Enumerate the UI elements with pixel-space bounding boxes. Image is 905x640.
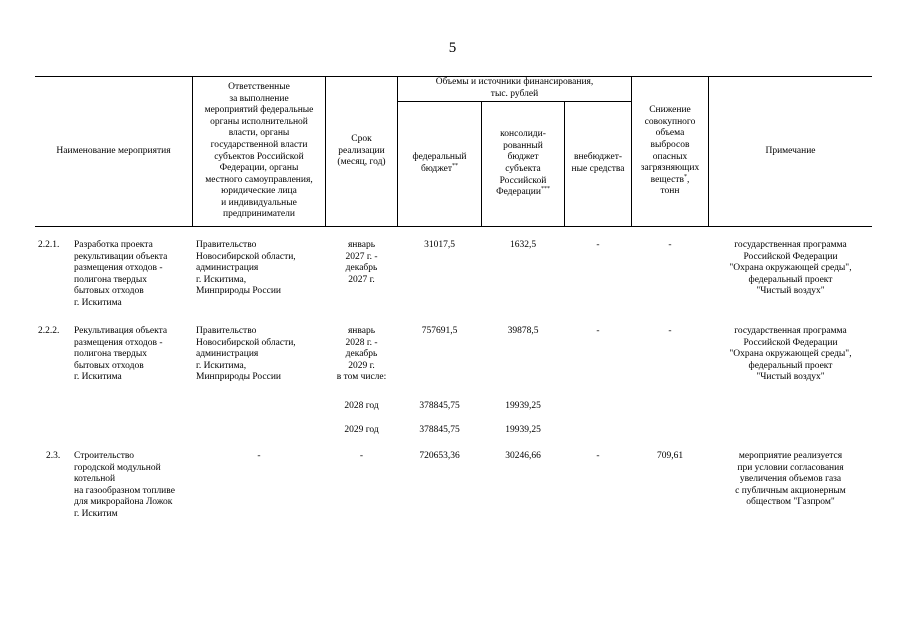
row-extrabudget: - (596, 451, 600, 461)
header-name: Наименование мероприятия (56, 145, 171, 156)
subrow-regional: 19939,25 (505, 401, 541, 411)
row-regional: 30246,66 (505, 451, 541, 461)
row-note: мероприятие реализуется при условии согласования увеличения объемов газа с публичным акционерным обществом "Газпром" (735, 451, 846, 508)
header-reduction (632, 77, 708, 226)
row-regional: 39878,5 (507, 326, 539, 336)
subrow-federal: 378845,75 (419, 425, 460, 435)
row-number: 2.3. (46, 451, 61, 461)
row-regional: 1632,5 (509, 240, 537, 250)
row-name: Разработка проекта рекультивации объекта размещения отходов - полигона твердых бытовых отходов г. Искитима (74, 240, 168, 308)
row-reduction: - (668, 240, 672, 250)
header-note: Примечание (765, 145, 816, 156)
row-term: январь 2028 г. - декабрь 2029 г. в том числе: (336, 326, 387, 383)
row-responsible: Правительство Новосибирской области, администрация г. Искитима, Минприроды России (196, 240, 296, 297)
row-note: государственная программа Российской Федерации "Охрана окружающей среды", федеральный проект "Чистый воздух" (729, 326, 852, 383)
row-name: Рекультивация объекта размещения отходов - полигона твердых бытовых отходов г. Искитима (74, 326, 168, 383)
row-federal: 757691,5 (421, 326, 458, 336)
row-extrabudget: - (596, 240, 600, 250)
header-federal (398, 102, 481, 226)
header-reduction-label: Снижение совокупного объема выбросов опасных загрязняющих веществ (640, 105, 700, 185)
row-reduction: 709,61 (656, 451, 684, 461)
header-reduction-unit: , тонн (660, 174, 690, 197)
row-responsible: Правительство Новосибирской области, администрация г. Искитима, Минприроды России (196, 326, 296, 383)
row-reduction: - (668, 326, 672, 336)
row-federal: 31017,5 (424, 240, 455, 250)
header-term: Срок реализации (месяц, год) (337, 134, 386, 168)
header-regional-footnote-mark: *** (540, 186, 550, 193)
row-number: 2.2.2. (38, 326, 60, 336)
subrow-year: 2029 год (344, 425, 379, 435)
row-note: государственная программа Российской Федерации "Охрана окружающей среды", федеральный проект "Чистый воздух" (729, 240, 852, 297)
row-number: 2.2.1. (38, 240, 60, 250)
header-extrabudget: внебюджет- ные средства (571, 152, 625, 174)
subrow-year: 2028 год (344, 401, 379, 411)
page-number: 5 (448, 40, 457, 56)
row-term: январь 2027 г. - декабрь 2027 г. (345, 240, 378, 285)
row-responsible: - (257, 451, 261, 461)
header-funding-group: Объемы и источники финансирования, тыс. рублей (435, 77, 594, 99)
row-federal: 720653,36 (419, 451, 460, 461)
subrow-federal: 378845,75 (419, 401, 460, 411)
row-term: - (359, 451, 364, 461)
header-regional (482, 102, 564, 226)
row-extrabudget: - (596, 326, 600, 336)
subrow-regional: 19939,25 (505, 425, 541, 435)
header-federal-footnote-mark: ** (452, 162, 459, 169)
header-federal-label: федеральный бюджет (412, 152, 467, 174)
header-reduction-footnote-mark: * (683, 173, 687, 180)
header-regional-label: консолиди- рованный бюджет субъекта Российской Федерации (496, 129, 547, 198)
header-responsible: Ответственные за выполнение мероприятий федеральные органы исполнительной власти, органы государственной власти субъектов Российской Федерации, органы местного самоуправления, юридические лица и индивидуальные предприниматели (204, 81, 314, 220)
row-name: Строительство городской модульной котельной на газообразном топливе для микрорайона Ложок г. Искитим (74, 451, 175, 519)
header-bottom-rule (35, 226, 872, 227)
